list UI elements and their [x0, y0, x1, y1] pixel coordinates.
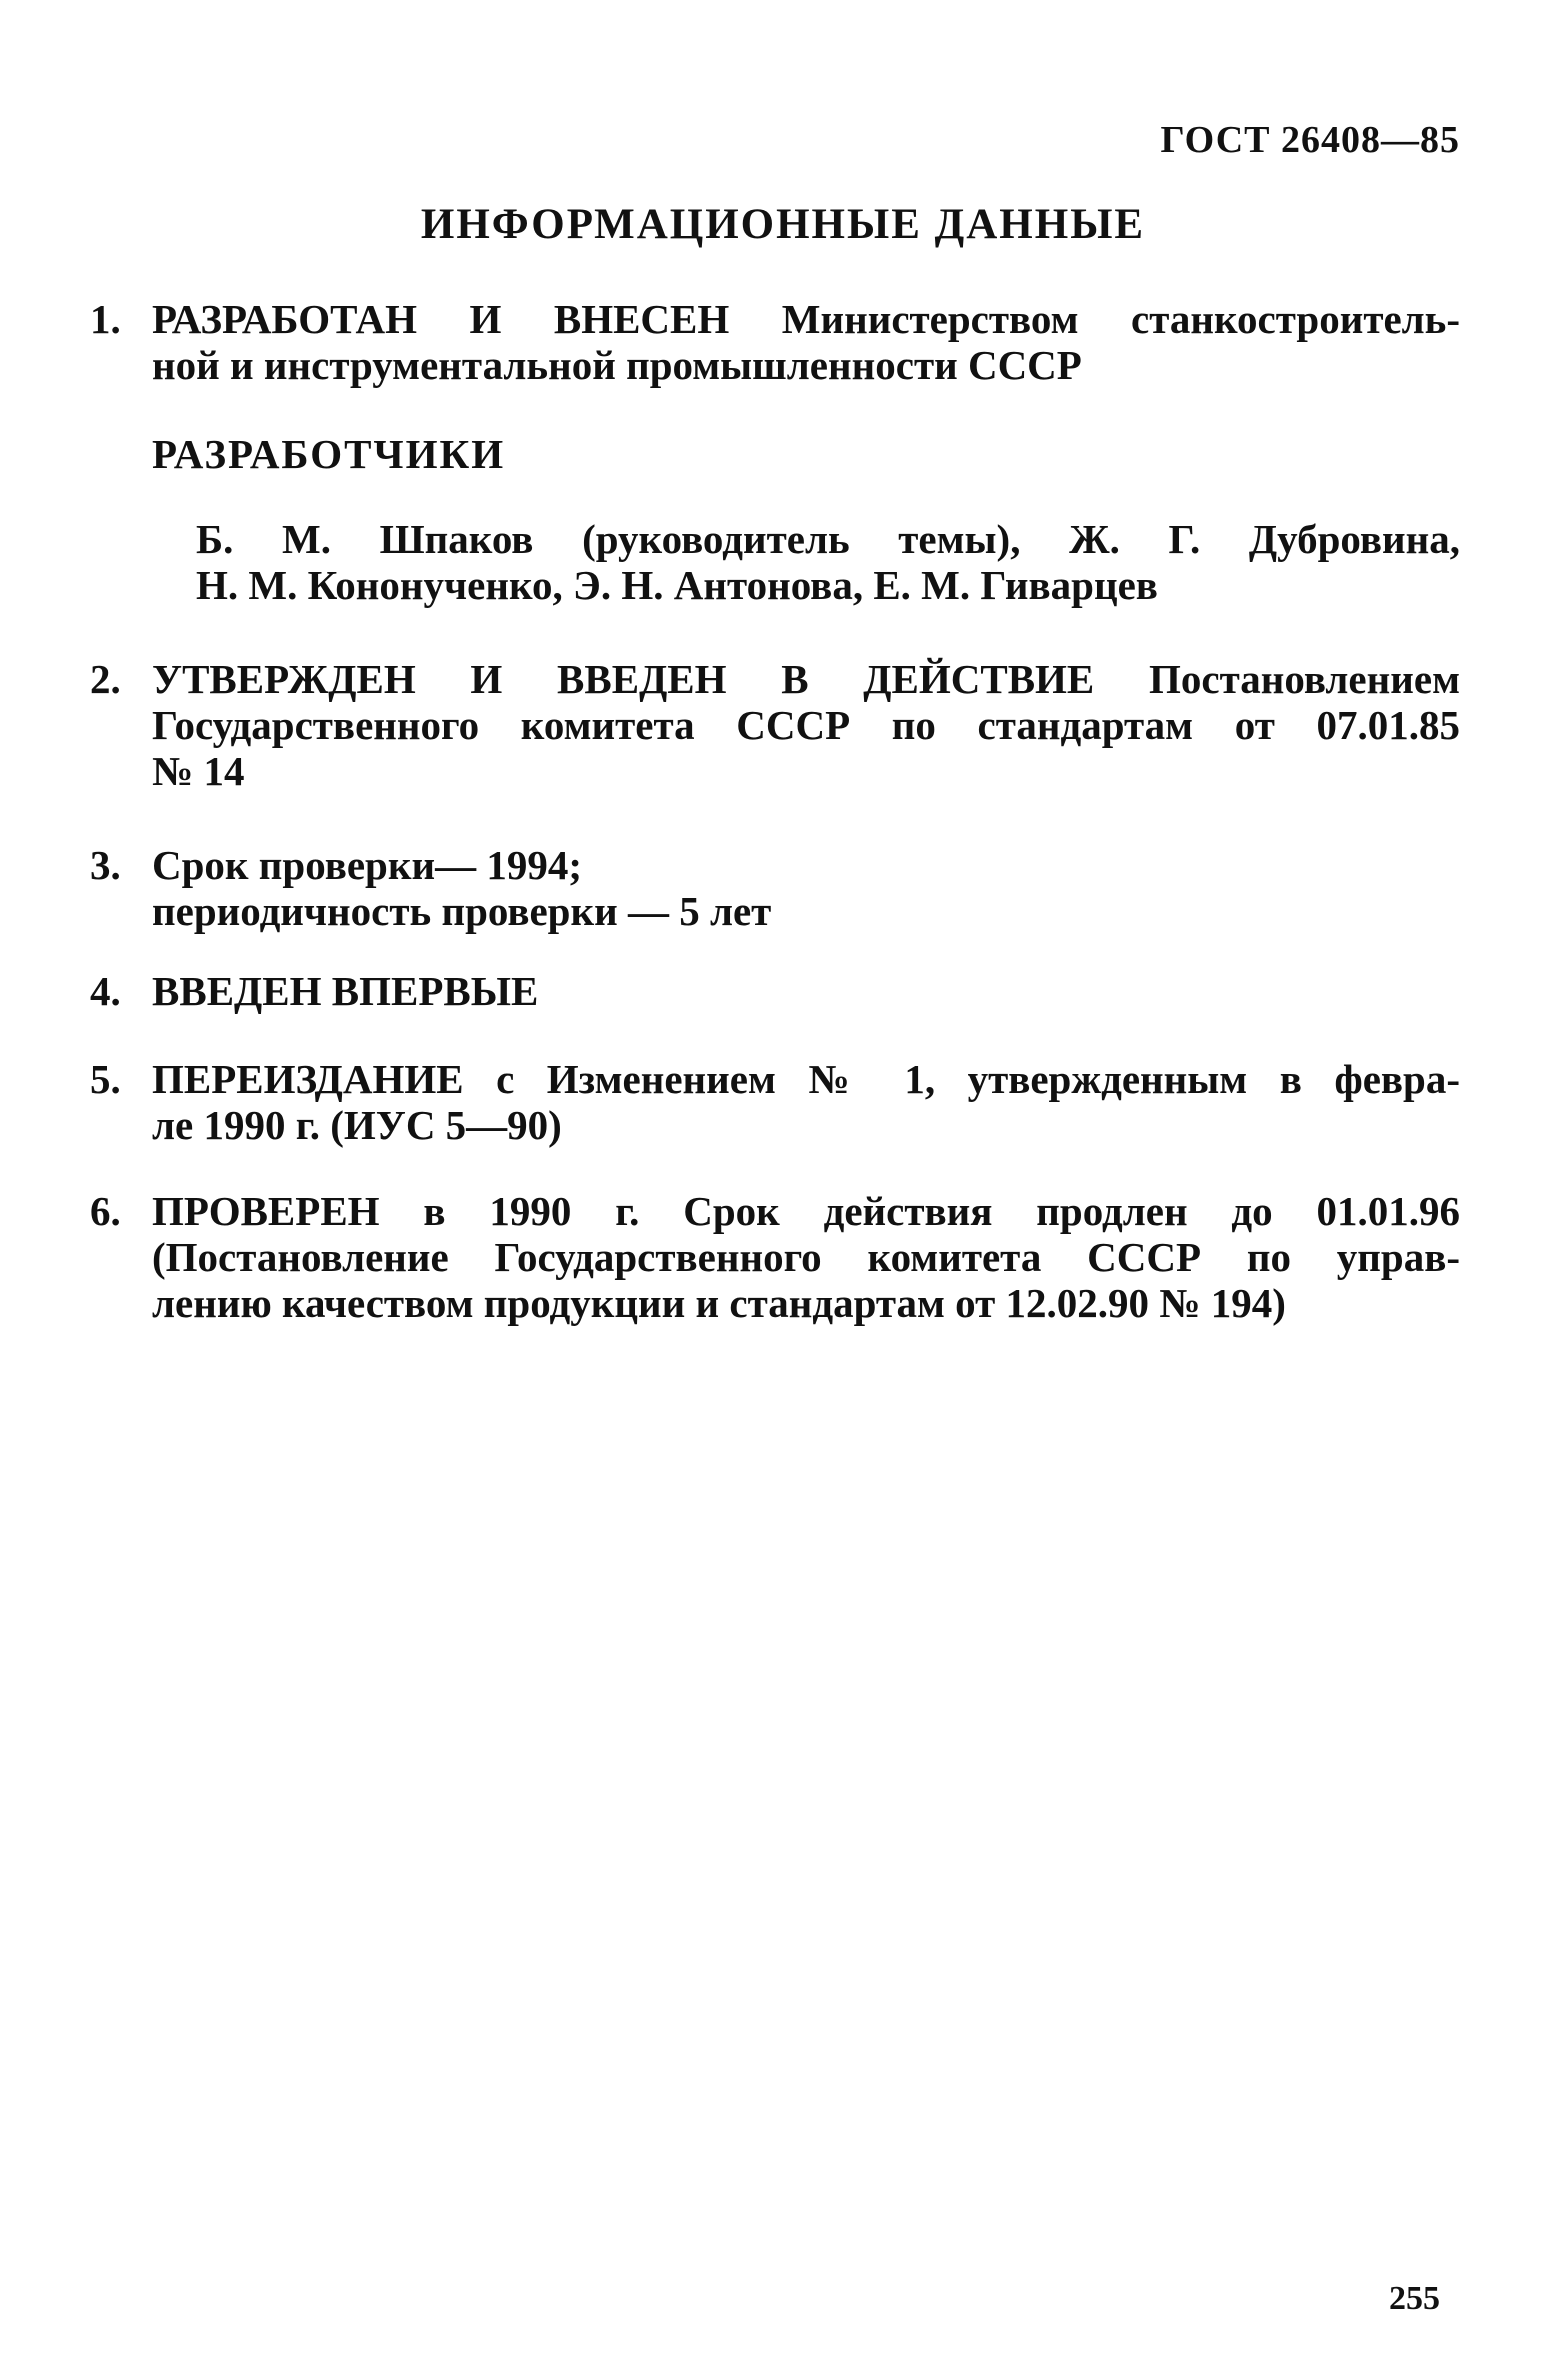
item-text: [152, 656, 1460, 794]
item-number: 1.: [90, 296, 121, 342]
item-text: [152, 1056, 1460, 1148]
info-item-1: [90, 296, 1460, 388]
info-item-6: [90, 1188, 1460, 1326]
item-line: ВВЕДЕН ВПЕРВЫЕ: [152, 968, 539, 1014]
page-title: ИНФОРМАЦИОННЫЕ ДАННЫЕ: [420, 201, 1146, 248]
item-line: ПРОВЕРЕН в 1990 г. Срок действия продлен до 01.01.96: [152, 1188, 1460, 1234]
item-number: 6.: [90, 1188, 121, 1234]
item-text: [152, 968, 1460, 1014]
page-number: 255: [1389, 2280, 1440, 2317]
item-number: 5.: [90, 1056, 121, 1102]
item-text: [152, 1188, 1460, 1326]
item-line: № 14: [152, 748, 245, 794]
info-item-5: [90, 1056, 1460, 1148]
info-item-2: [90, 656, 1460, 794]
item-line: Срок проверки— 1994;: [152, 842, 582, 888]
info-item-4: [90, 968, 1460, 1014]
item-line: (Постановление Государственного комитета СССР по управ-: [152, 1234, 1460, 1280]
item-line: Государственного комитета СССР по стандартам от 07.01.85: [152, 702, 1460, 748]
item-text: [152, 296, 1460, 388]
document-number: ГОСТ 26408—85: [1160, 119, 1460, 161]
developers-list: [196, 516, 1460, 608]
item-line: лению качеством продукции и стандартам от 12.02.90 № 194): [152, 1280, 1286, 1326]
developers-line: Б. М. Шпаков (руководитель темы), Ж. Г. Дубровина,: [196, 516, 1460, 562]
item-number: 2.: [90, 656, 121, 702]
item-line: периодичность проверки — 5 лет: [152, 888, 772, 934]
item-line: ле 1990 г. (ИУС 5—90): [152, 1102, 562, 1148]
item-number: 4.: [90, 968, 121, 1014]
item-number: 3.: [90, 842, 121, 888]
item-line: РАЗРАБОТАН И ВНЕСЕН Министерством станкостроитель-: [152, 296, 1460, 342]
info-item-3: [90, 842, 1460, 934]
item-line: ной и инструментальной промышленности СССР: [152, 342, 1082, 388]
item-line: ПЕРЕИЗДАНИЕ с Изменением № 1, утвержденным в февра-: [152, 1056, 1460, 1102]
developers-heading: РАЗРАБОТЧИКИ: [152, 431, 506, 477]
item-line: УТВЕРЖДЕН И ВВЕДЕН В ДЕЙСТВИЕ Постановлением: [152, 656, 1460, 702]
developers-line: Н. М. Кононученко, Э. Н. Антонова, Е. М. Гиварцев: [196, 562, 1158, 608]
item-text: [152, 842, 1460, 934]
